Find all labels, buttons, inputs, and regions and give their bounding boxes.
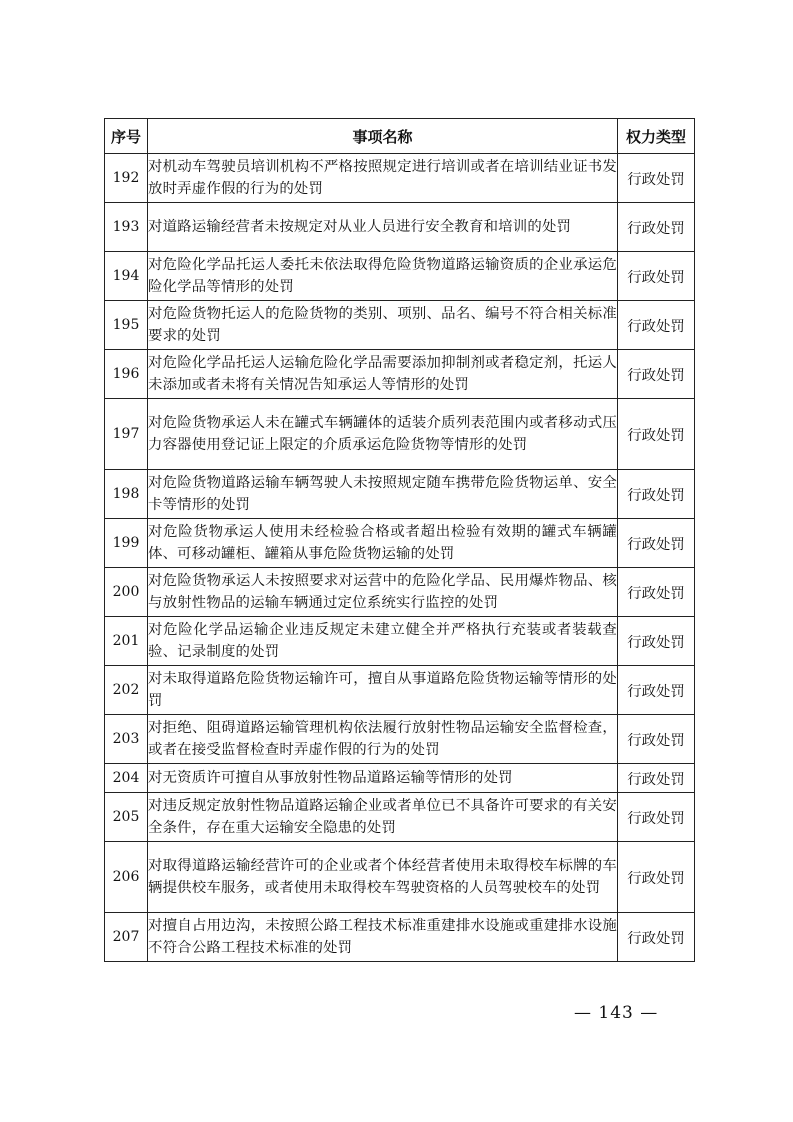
row-number: 202 <box>105 666 148 715</box>
table-row <box>105 399 695 470</box>
table-row <box>105 617 695 666</box>
row-power-type: 行政处罚 <box>618 301 695 350</box>
row-power-type: 行政处罚 <box>618 519 695 568</box>
row-power-type: 行政处罚 <box>618 203 695 252</box>
row-item-name: 对危险货物承运人未在罐式车辆罐体的适装介质列表范围内或者移动式压力容器使用登记证上限定的介质承运危险货物等情形的处罚 <box>148 399 618 470</box>
row-item-name: 对危险货物承运人未按照要求对运营中的危险化学品、民用爆炸物品、核与放射性物品的运输车辆通过定位系统实行监控的处罚 <box>148 568 618 617</box>
table-row <box>105 764 695 793</box>
row-item-name: 对道路运输经营者未按规定对从业人员进行安全教育和培训的处罚 <box>148 203 618 252</box>
row-item-name: 对违反规定放射性物品道路运输企业或者单位已不具备许可要求的有关安全条件，存在重大运输安全隐患的处罚 <box>148 793 618 842</box>
row-item-name: 对未取得道路危险货物运输许可，擅自从事道路危险货物运输等情形的处罚 <box>148 666 618 715</box>
row-number: 207 <box>105 913 148 962</box>
header-serial-number: 序号 <box>105 119 148 154</box>
table-row <box>105 252 695 301</box>
row-power-type: 行政处罚 <box>618 350 695 399</box>
row-item-name: 对危险化学品托运人运输危险化学品需要添加抑制剂或者稳定剂，托运人未添加或者未将有关情况告知承运人等情形的处罚 <box>148 350 618 399</box>
table-row <box>105 666 695 715</box>
row-power-type: 行政处罚 <box>618 154 695 203</box>
row-item-name: 对无资质许可擅自从事放射性物品道路运输等情形的处罚 <box>148 764 618 793</box>
table-row <box>105 842 695 913</box>
table-row <box>105 470 695 519</box>
row-power-type: 行政处罚 <box>618 399 695 470</box>
row-power-type: 行政处罚 <box>618 252 695 301</box>
row-number: 195 <box>105 301 148 350</box>
row-item-name: 对取得道路运输经营许可的企业或者个体经营者使用未取得校车标牌的车辆提供校车服务，或者使用未取得校车驾驶资格的人员驾驶校车的处罚 <box>148 842 618 913</box>
power-items-table <box>104 118 695 962</box>
row-number: 192 <box>105 154 148 203</box>
row-power-type: 行政处罚 <box>618 715 695 764</box>
page-number: — 143 — <box>574 1003 659 1023</box>
row-power-type: 行政处罚 <box>618 617 695 666</box>
row-number: 197 <box>105 399 148 470</box>
header-power-type: 权力类型 <box>618 119 695 154</box>
table-row <box>105 350 695 399</box>
row-number: 200 <box>105 568 148 617</box>
row-power-type: 行政处罚 <box>618 913 695 962</box>
row-number: 199 <box>105 519 148 568</box>
table-row <box>105 301 695 350</box>
row-item-name: 对擅自占用边沟，未按照公路工程技术标准重建排水设施或重建排水设施不符合公路工程技术标准的处罚 <box>148 913 618 962</box>
row-power-type: 行政处罚 <box>618 666 695 715</box>
row-item-name: 对拒绝、阻碍道路运输管理机构依法履行放射性物品运输安全监督检查，或者在接受监督检查时弄虚作假的行为的处罚 <box>148 715 618 764</box>
table-row <box>105 154 695 203</box>
header-item-name: 事项名称 <box>148 119 618 154</box>
row-item-name: 对危险货物托运人的危险货物的类别、项别、品名、编号不符合相关标准要求的处罚 <box>148 301 618 350</box>
row-number: 206 <box>105 842 148 913</box>
row-power-type: 行政处罚 <box>618 842 695 913</box>
row-number: 203 <box>105 715 148 764</box>
table-row <box>105 793 695 842</box>
row-number: 194 <box>105 252 148 301</box>
row-item-name: 对危险货物道路运输车辆驾驶人未按照规定随车携带危险货物运单、安全卡等情形的处罚 <box>148 470 618 519</box>
table-row <box>105 715 695 764</box>
table-row <box>105 519 695 568</box>
table-row <box>105 568 695 617</box>
row-power-type: 行政处罚 <box>618 764 695 793</box>
row-number: 201 <box>105 617 148 666</box>
row-power-type: 行政处罚 <box>618 568 695 617</box>
table-row <box>105 913 695 962</box>
row-number: 204 <box>105 764 148 793</box>
table-row <box>105 203 695 252</box>
row-item-name: 对危险货物承运人使用未经检验合格或者超出检验有效期的罐式车辆罐体、可移动罐柜、罐箱从事危险货物运输的处罚 <box>148 519 618 568</box>
row-number: 198 <box>105 470 148 519</box>
row-power-type: 行政处罚 <box>618 470 695 519</box>
row-number: 205 <box>105 793 148 842</box>
table-header-row <box>105 119 695 154</box>
row-item-name: 对危险化学品托运人委托未依法取得危险货物道路运输资质的企业承运危险化学品等情形的处罚 <box>148 252 618 301</box>
row-item-name: 对危险化学品运输企业违反规定未建立健全并严格执行充装或者装载查验、记录制度的处罚 <box>148 617 618 666</box>
row-item-name: 对机动车驾驶员培训机构不严格按照规定进行培训或者在培训结业证书发放时弄虚作假的行为的处罚 <box>148 154 618 203</box>
row-power-type: 行政处罚 <box>618 793 695 842</box>
row-number: 193 <box>105 203 148 252</box>
row-number: 196 <box>105 350 148 399</box>
